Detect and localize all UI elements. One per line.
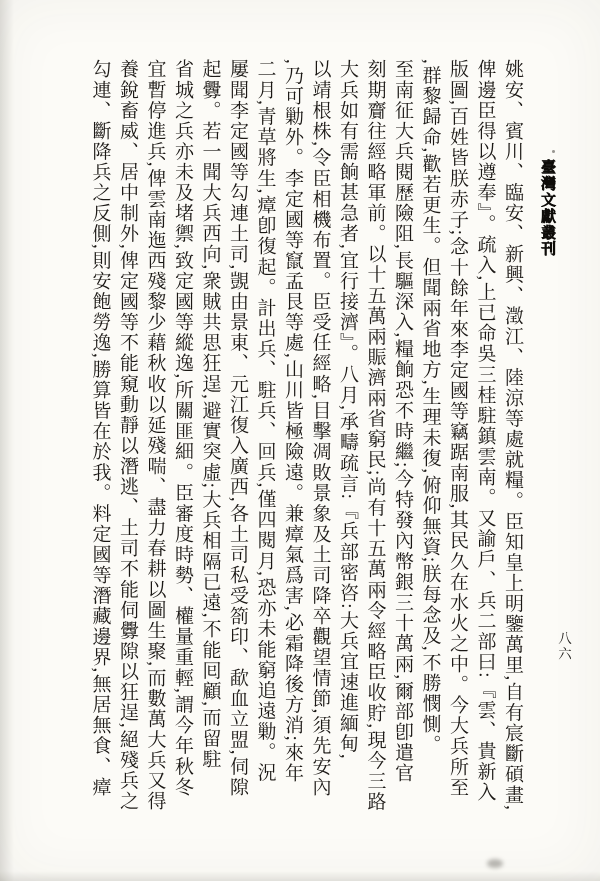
page-number: 八六 — [556, 631, 571, 662]
text-column: 姚安、賓川、臨安、新興、澂江、陸涼等處就糧。臣知皇上明鑒萬里,自有宸斷碩畫, — [502, 59, 523, 812]
scan-speck — [552, 150, 555, 153]
text-block — [86, 59, 526, 867]
text-column: 俾邊臣得以遵奉』。疏入,上已命吳三桂駐鎮雲南。又諭戶、兵二部曰:『雲、貴新入 — [474, 59, 496, 803]
text-column: 勾連、斷降兵之反側,則安飽勞逸,勝算皆在於我。料定國等潛藏邊界,無居無食、瘴 — [89, 59, 111, 798]
text-column: ,群黎歸命,歡若更生。但聞兩省地方,生理未復,俯仰無資;朕每念及,不勝憫惻。 — [419, 59, 441, 755]
text-column: 刻期齎往經略軍前。以十五萬兩賑濟兩省窮民;尚有十五萬兩令經略臣收貯,現今三路 — [364, 59, 386, 812]
text-column: 養銳畜威、居中制外,俾定國等不能窺動靜以潛逃、土司不能伺釁隙以狂逞,絕殘兵之 — [117, 59, 138, 812]
text-column: 大兵如有需餉甚急者,宜行接濟』。八月,承疇疏言:『兵部密咨:大兵宜速進緬甸, — [337, 59, 358, 761]
text-column: 版圖,百姓皆朕赤子;念十餘年來李定國等竊踞南服,其民久在水火之中。今大兵所至 — [447, 59, 468, 798]
scan-edge-bottom — [0, 871, 600, 881]
text-column: 屢聞李定國等勾連土司,覬由景東、元江復入廣西,各土司私受箚印、歃血立盟,伺隙 — [227, 59, 248, 798]
text-column: 二月,青草將生,瘴卽復起。計出兵、駐兵、回兵,僅四閱月,恐亦未能窮追遠勦。況 — [254, 59, 276, 783]
text-column: 至南征大兵閱歷險阻,長驅深入,糧餉恐不時繼;今特發內幣銀三十萬兩,爾部卽遣官 — [392, 59, 413, 784]
text-column: 以靖根株,令臣相機布置。臣受任經略,目擊凋敗景象及土司降卒觀望情節,須先安內 — [309, 59, 331, 798]
text-column: 宜暫停進兵,俾雲南迤西殘黎少藉秋收以延殘喘、盡力春耕以圖生聚,而數萬大兵又得 — [144, 59, 166, 812]
text-column: 省城之兵亦未及堵禦,致定國等縱逸,所關匪細。臣審度時勢、權量重輕,謂今年秋冬 — [172, 59, 193, 798]
scan-edge-left — [0, 0, 14, 881]
text-column: 起釁。若一聞大兵西向,衆賊共思狂逞,避實突虛;大兵相隔已遠,不能囘顧,而留駐 — [199, 59, 221, 770]
text-column: ,乃可勦外。李定國等竄孟艮等處,山川皆極險遠。兼瘴氣爲害,必霜降後方消;來年 — [282, 59, 303, 784]
series-masthead: 臺灣文獻叢刊 — [539, 159, 555, 257]
